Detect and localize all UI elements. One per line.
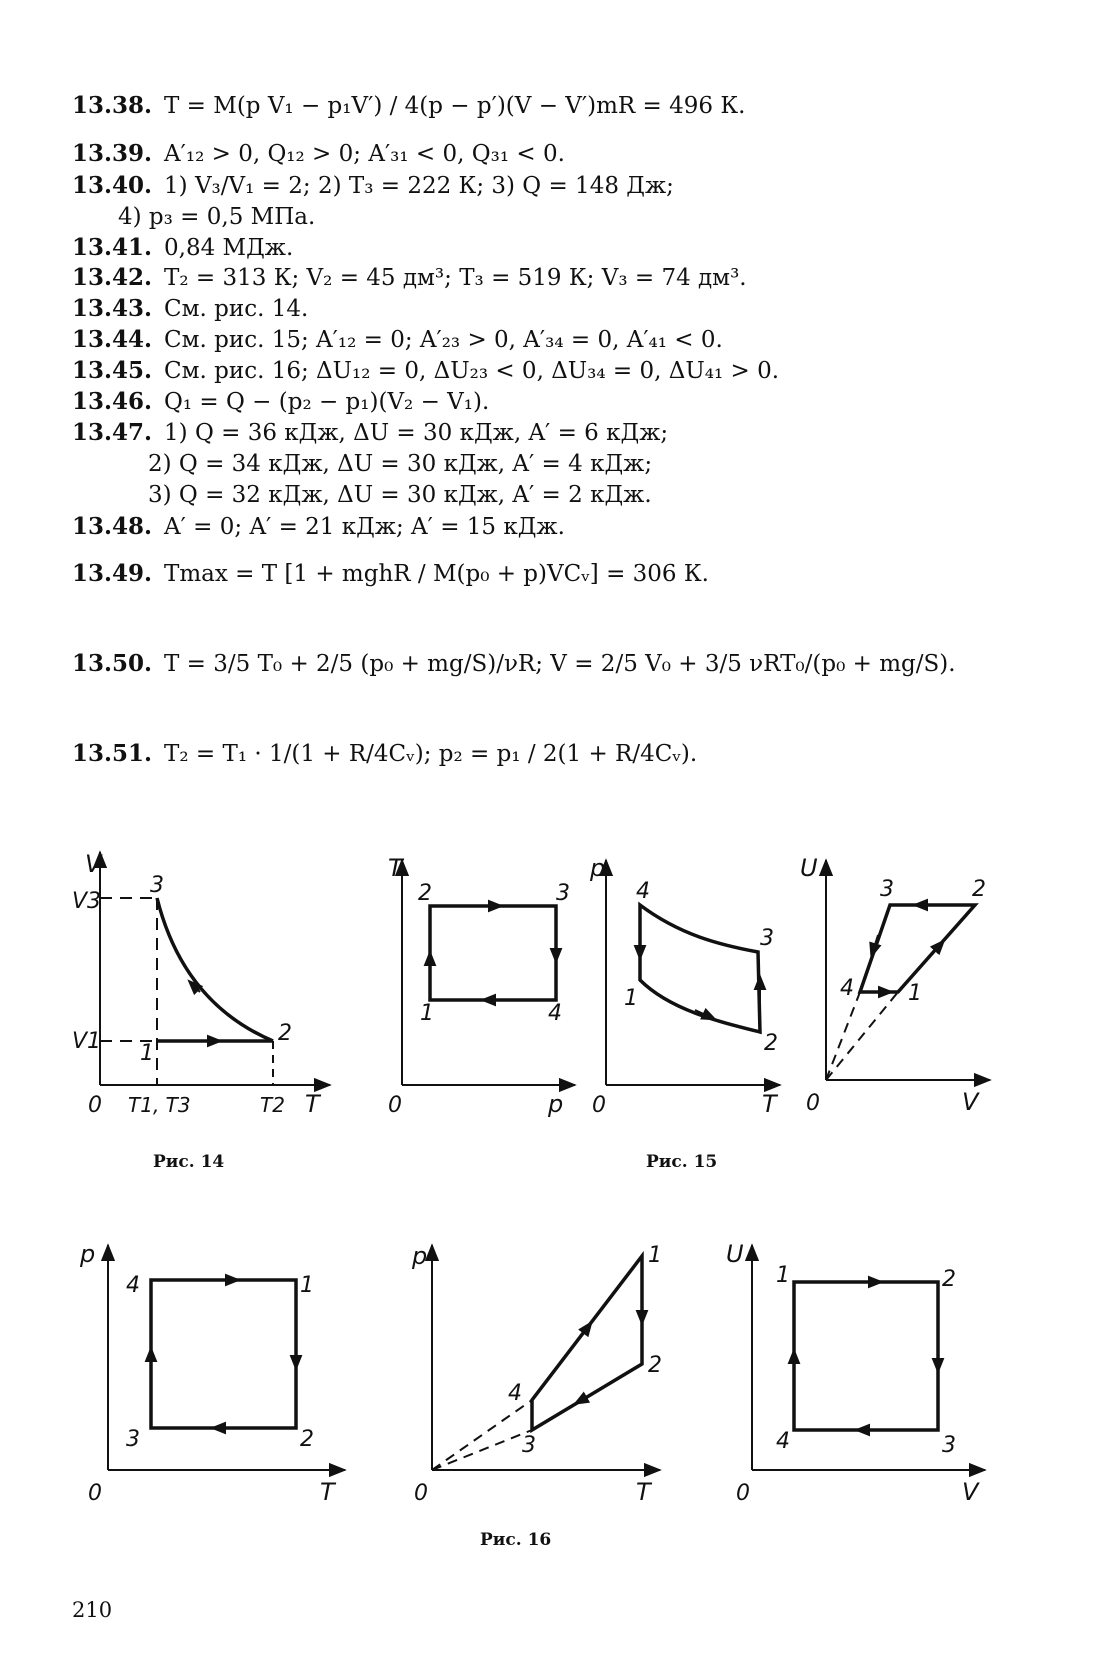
fig15a-axis-y-label: T	[388, 854, 403, 882]
answer-13-50: 13.50. T = 3/5 T₀ + 2/5 (p₀ + mg/S)/νR; V = 2/5 V₀ + 3/5 νRT₀/(p₀ + mg/S).	[72, 650, 956, 677]
fig14-point-1: 1	[140, 1041, 154, 1066]
fig15c-origin: 0	[806, 1091, 820, 1116]
fig16b-arrow-4-1	[576, 1327, 588, 1343]
fig15b-point-2: 2	[764, 1031, 778, 1056]
fig16b-point-4: 4	[508, 1381, 522, 1406]
fig16a-point-4: 4	[126, 1273, 140, 1298]
caption-fig-15: Рис. 15	[646, 1152, 718, 1172]
figure-15-p-t	[589, 854, 780, 1118]
figure-15-u-v	[800, 854, 990, 1116]
fig16c-origin: 0	[736, 1481, 750, 1506]
fig14-point-3: 3	[150, 873, 164, 898]
fig14-t13-label: T1, T3	[128, 1093, 191, 1117]
answer-13-48: 13.48. A′ = 0; A′ = 21 кДж; A′ = 15 кДж.	[72, 513, 565, 540]
answer-13-46: 13.46. Q₁ = Q − (p₂ − p₁)(V₂ − V₁).	[72, 388, 490, 415]
answer-text: См. рис. 14.	[164, 296, 309, 322]
fig15a-cycle	[430, 906, 556, 1000]
answer-13-38: 13.38. T = M(p V₁ − p₁V′) / 4(p − p′)(V − V′)mR = 496 К.	[72, 92, 746, 119]
fig16b-axis-y-label: p	[412, 1242, 428, 1270]
fig14-axis-x-label: T	[305, 1090, 320, 1118]
answer-13-47-line-3: 3) Q = 32 кДж, ΔU = 30 кДж, A′ = 2 кДж.	[148, 482, 652, 508]
fig16b-point-2: 2	[648, 1353, 662, 1378]
page-number: 210	[72, 1598, 113, 1622]
fig16c-cycle	[794, 1282, 938, 1430]
fig15a-point-2: 2	[418, 881, 432, 906]
fig15c-axis-x-label: V	[962, 1088, 979, 1116]
fig16b-point-1: 1	[648, 1243, 662, 1268]
fig15c-cycle	[860, 905, 975, 992]
answer-text: T = 3/5 T₀ + 2/5 (p₀ + mg/S)/νR; V = 2/5 V₀ + 3/5 νRT₀/(p₀ + mg/S).	[164, 651, 956, 677]
answer-text: Tmax = T [1 + mghR / M(p₀ + p)VCᵥ] = 306 К.	[164, 561, 709, 587]
fig15b-point-3: 3	[760, 926, 774, 951]
fig15b-axis-y-label: p	[590, 854, 606, 882]
fig14-v3-label: V3	[72, 889, 102, 914]
fig15a-origin: 0	[388, 1093, 402, 1118]
fig15c-point-4: 4	[840, 976, 854, 1001]
fig14-process-2-3	[157, 898, 273, 1041]
fig16a-point-3: 3	[126, 1427, 140, 1452]
fig15c-guide-1	[826, 992, 898, 1080]
fig15b-axis-x-label: T	[762, 1090, 777, 1118]
fig16b-arrow-2-3	[580, 1392, 596, 1401]
caption-fig-14: Рис. 14	[153, 1152, 225, 1172]
fig15a-point-1: 1	[420, 1001, 434, 1026]
figure-16-p-t-rect	[79, 1240, 345, 1506]
answer-13-44: 13.44. См. рис. 15; A′₁₂ = 0; A′₂₃ > 0, A′₃₄ = 0, A′₄₁ < 0.	[72, 326, 723, 353]
answer-text: A′₁₂ > 0, Q₁₂ > 0; A′₃₁ < 0, Q₃₁ < 0.	[164, 141, 565, 167]
fig15c-axis-y-label: U	[800, 854, 818, 882]
answer-text: 1) V₃/V₁ = 2; 2) T₃ = 222 К; 3) Q = 148 Дж;	[164, 173, 674, 199]
answer-13-40: 13.40. 1) V₃/V₁ = 2; 2) T₃ = 222 К; 3) Q = 148 Дж;	[72, 172, 674, 199]
fig16c-point-4: 4	[776, 1429, 790, 1454]
fig16a-point-2: 2	[300, 1427, 314, 1452]
answer-13-51: 13.51. T₂ = T₁ · 1/(1 + R/4Cᵥ); p₂ = p₁ / 2(1 + R/4Cᵥ).	[72, 740, 698, 767]
fig15c-guide-4	[826, 992, 860, 1080]
figure-16-u-v-rect	[726, 1240, 985, 1506]
fig16a-axis-y-label: p	[80, 1240, 96, 1268]
answer-13-47: 13.47. 1) Q = 36 кДж, ΔU = 30 кДж, A′ = 6 кДж;	[72, 419, 669, 446]
answer-13-43: 13.43. См. рис. 14.	[72, 295, 309, 322]
answer-text: T = M(p V₁ − p₁V′) / 4(p − p′)(V − V′)mR = 496 К.	[164, 93, 746, 119]
fig16b-cycle	[532, 1256, 642, 1430]
figure-14	[72, 850, 330, 1118]
answer-13-49: 13.49. Tmax = T [1 + mghR / M(p₀ + p)VCᵥ] = 306 К.	[72, 560, 709, 587]
answer-13-45: 13.45. См. рис. 16; ΔU₁₂ = 0, ΔU₂₃ < 0, ΔU₃₄ = 0, ΔU₄₁ > 0.	[72, 357, 780, 384]
fig15c-point-3: 3	[880, 877, 894, 902]
fig16b-axis-x-label: T	[636, 1478, 651, 1506]
answer-text: Q₁ = Q − (p₂ − p₁)(V₂ − V₁).	[164, 389, 490, 415]
fig16b-origin: 0	[414, 1481, 428, 1506]
fig15c-point-2: 2	[972, 877, 986, 902]
caption-fig-16: Рис. 16	[480, 1530, 552, 1550]
fig14-axis-y-label: V	[85, 850, 102, 878]
fig14-v1-label: V1	[72, 1029, 102, 1054]
fig16b-point-3: 3	[522, 1433, 536, 1458]
answer-13-40-continuation: 4) p₃ = 0,5 МПа.	[118, 204, 316, 230]
answer-13-41: 13.41. 0,84 МДж.	[72, 234, 294, 261]
fig16a-axis-x-label: T	[320, 1478, 335, 1506]
answer-13-42: 13.42. T₂ = 313 К; V₂ = 45 дм³; T₃ = 519 К; V₃ = 74 дм³.	[72, 264, 747, 291]
fig15b-point-4: 4	[636, 879, 650, 904]
fig15a-point-4: 4	[548, 1001, 562, 1026]
answer-text: T₂ = T₁ · 1/(1 + R/4Cᵥ); p₂ = p₁ / 2(1 + R/4Cᵥ).	[164, 741, 698, 767]
fig16c-point-3: 3	[942, 1433, 956, 1458]
answer-text: T₂ = 313 К; V₂ = 45 дм³; T₃ = 519 К; V₃ = 74 дм³.	[164, 265, 747, 291]
fig15b-point-1: 1	[624, 986, 638, 1011]
fig15c-arrow-1-2	[930, 945, 940, 956]
figure-15-t-p	[388, 854, 575, 1118]
fig16c-axis-x-label: V	[962, 1478, 979, 1506]
fig16c-axis-y-label: U	[726, 1240, 744, 1268]
answer-text: A′ = 0; A′ = 21 кДж; A′ = 15 кДж.	[164, 514, 565, 540]
answer-text: См. рис. 15; A′₁₂ = 0; A′₂₃ > 0, A′₃₄ = 0, A′₄₁ < 0.	[164, 327, 723, 353]
answer-text: 1) Q = 36 кДж, ΔU = 30 кДж, A′ = 6 кДж;	[164, 420, 669, 446]
fig15a-point-3: 3	[556, 881, 570, 906]
answer-13-47-line-2: 2) Q = 34 кДж, ΔU = 30 кДж, A′ = 4 кДж;	[148, 451, 653, 477]
fig14-point-2: 2	[278, 1021, 292, 1046]
fig15a-axis-x-label: p	[548, 1090, 564, 1118]
fig15c-point-1: 1	[908, 981, 922, 1006]
fig16c-point-2: 2	[942, 1267, 956, 1292]
fig16a-point-1: 1	[300, 1273, 314, 1298]
fig16c-point-1: 1	[776, 1263, 790, 1288]
fig15b-origin: 0	[592, 1093, 606, 1118]
answer-text: См. рис. 16; ΔU₁₂ = 0, ΔU₂₃ < 0, ΔU₃₄ = 0, ΔU₄₁ > 0.	[164, 358, 780, 384]
fig16a-cycle	[151, 1280, 296, 1428]
answer-13-39: 13.39. A′₁₂ > 0, Q₁₂ > 0; A′₃₁ < 0, Q₃₁ < 0.	[72, 140, 565, 167]
answer-text: 0,84 МДж.	[164, 235, 294, 261]
fig16a-origin: 0	[88, 1481, 102, 1506]
fig14-origin: 0	[88, 1093, 102, 1118]
figure-16-p-t-trap	[411, 1242, 662, 1506]
fig14-t2-label: T2	[260, 1093, 285, 1117]
